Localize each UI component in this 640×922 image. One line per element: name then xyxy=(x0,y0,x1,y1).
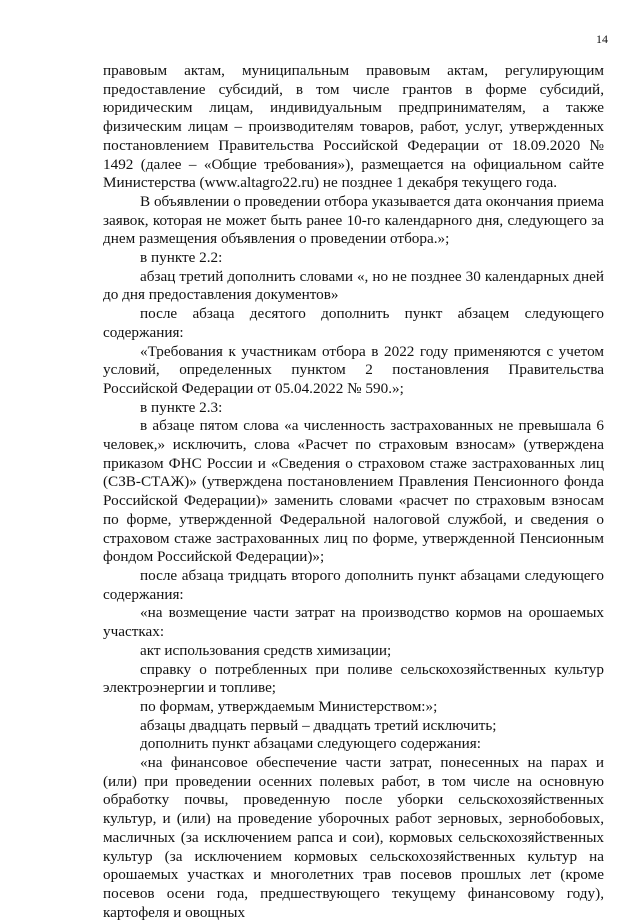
paragraph-ministry-forms: по формам, утверждаемым Министерством:»; xyxy=(140,697,438,715)
paragraph-point-2-2: в пункте 2.2: xyxy=(140,249,223,267)
paragraph-abzac-third: абзац третий дополнить словами «, но не позднее 30 календарных дней до дня предоставления документов» xyxy=(103,267,604,304)
paragraph-requirements-2022: «Требования к участникам отбора в 2022 году применяются с учетом условий, определенных пунктом 2 постановления Правительства Российской Федерации от 05.04.2022 № 590.»; xyxy=(103,342,604,397)
paragraph-continuation: правовым актам, муниципальным правовым актам, регулирующим предоставление субсидий, в том числе грантов в форме субсидий, юридическим лицам, индивидуальным предпринимателям, а также физическим лицам – производителям товаров, работ, услуг, утвержденных постановлением Правительства Российской Федерации от 18.09.2020 № 1492 (далее – «Общие требования»), размещается на официальном сайте Министерства (www.altagro22.ru) не позднее 1 декабря текущего года. xyxy=(103,62,604,192)
paragraph-after-thirty-second: после абзаца тридцать второго дополнить пункт абзацами следующего содержания: xyxy=(103,566,604,603)
paragraph-point-2-3: в пункте 2.3: xyxy=(140,398,223,416)
paragraph-chemicals-act: акт использования средств химизации; xyxy=(140,641,392,659)
paragraph-after-tenth: после абзаца десятого дополнить пункт абзацем следующего содержания: xyxy=(103,305,604,341)
paragraph-announcement: В объявлении о проведении отбора указывается дата окончания приема заявок, которая не может быть ранее 10-го календарного дня, следующего за днем размещения объявления о проведении отбора.»; xyxy=(103,192,604,248)
paragraph-energy-certificate: справку о потребленных при поливе сельскохозяйственных культур электроэнергии и топливе; xyxy=(103,660,604,697)
paragraph-financial-support: «на финансовое обеспечение части затрат, понесенных на парах и (или) при проведении осенних полевых работ, в том числе на основную обработку почвы, проведенную после уборки сельскохозяйственных культур, и (или) на проведение уборочных работ зерновых, зернобобовых, масличных (за исключением рапса и сои), кормовых сельскохозяйственных культур (за исключением кормовых сельскохозяйственных культур на орошаемых участках и многолетних трав посевов прошлых лет (кроме посевов осени года, предшествующего текущему финансовому году), картофеля и овощных xyxy=(103,754,604,921)
paragraph-exclude-abzacs: абзацы двадцать первый – двадцать третий исключить; xyxy=(140,716,497,734)
paragraph-irrigated-feed: «на возмещение части затрат на производство кормов на орошаемых участках: xyxy=(103,604,604,641)
page-number: 14 xyxy=(596,32,608,46)
document-body xyxy=(103,62,604,922)
paragraph-fifth-abzac: в абзаце пятом слова «а численность застрахованных не превышала 6 человек,» исключить, слова «Расчет по страховым взносам» (утверждена приказом ФНС России и «Сведения о страховом стаже застрахованных лиц (СЗВ-СТАЖ)» (утверждена постановлением Правления Пенсионного фонда Российской Федерации)» заменить словами «расчет по страховым взносам по форме, утвержденной Федеральной налоговой службой, и сведения о страховом стаже застрахованных лиц по форме, утвержденной Пенсионным фондом Российской Федерации)»; xyxy=(103,417,604,566)
paragraph-supplement-point: дополнить пункт абзацами следующего содержания: xyxy=(140,735,481,753)
